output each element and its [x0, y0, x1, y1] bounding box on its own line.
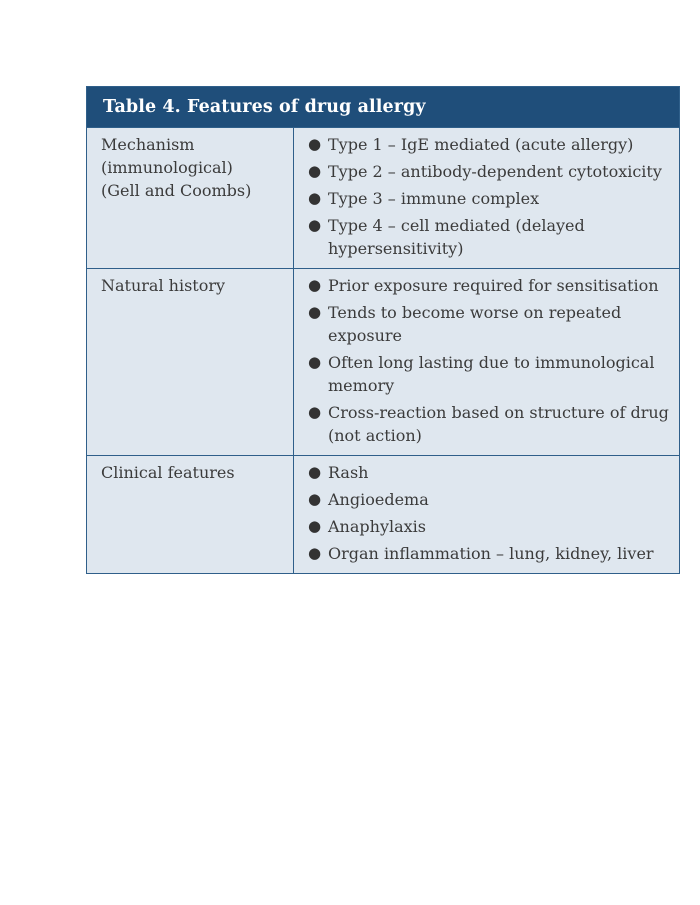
bullet-icon: ●: [308, 216, 322, 234]
row-label: Natural history: [87, 269, 294, 455]
list-item-text: Tends to become worse on repeated exposure: [328, 303, 622, 345]
list-item-text: Often long lasting due to immunological memory: [328, 353, 655, 395]
bullet-icon: ●: [308, 189, 322, 207]
bullet-icon: ●: [308, 162, 322, 180]
list-item-text: Type 4 – cell mediated (delayed hypersensitivity): [328, 216, 585, 258]
bullet-icon: ●: [308, 276, 322, 294]
list-item: [306, 133, 673, 156]
bullet-icon: ●: [308, 353, 322, 371]
list-item-text: Organ inflammation – lung, kidney, liver: [328, 544, 654, 563]
list-item: [306, 401, 673, 447]
bullet-list: [306, 461, 673, 565]
list-item: [306, 301, 673, 347]
list-item: [306, 160, 673, 183]
bullet-icon: ●: [308, 403, 322, 421]
list-item: [306, 542, 673, 565]
list-item-text: Type 1 – IgE mediated (acute allergy): [328, 135, 634, 154]
list-item-text: Type 2 – antibody-dependent cytotoxicity: [328, 162, 662, 181]
list-item: [306, 488, 673, 511]
table-row-clinical-features: [87, 455, 679, 573]
list-item-text: Cross-reaction based on structure of drug (not action): [328, 403, 669, 445]
bullet-icon: ●: [308, 544, 322, 562]
list-item-text: Anaphylaxis: [328, 517, 426, 536]
drug-allergy-table: [86, 86, 680, 574]
list-item: [306, 214, 673, 260]
bullet-icon: ●: [308, 463, 322, 481]
list-item-text: Angioedema: [328, 490, 429, 509]
row-items-cell: [294, 128, 679, 268]
table-row-mechanism: [87, 127, 679, 268]
bullet-list: [306, 274, 673, 447]
bullet-icon: ●: [308, 135, 322, 153]
row-label: Mechanism (immunological) (Gell and Coombs): [87, 128, 294, 268]
list-item: [306, 187, 673, 210]
list-item-text: Rash: [328, 463, 369, 482]
list-item: [306, 274, 673, 297]
bullet-list: [306, 133, 673, 260]
list-item: [306, 351, 673, 397]
list-item: [306, 461, 673, 484]
table-title: Table 4. Features of drug allergy: [87, 87, 679, 127]
row-label: Clinical features: [87, 456, 294, 573]
row-items-cell: [294, 456, 679, 573]
table-row-natural-history: [87, 268, 679, 455]
bullet-icon: ●: [308, 303, 322, 321]
row-items-cell: [294, 269, 679, 455]
bullet-icon: ●: [308, 490, 322, 508]
bullet-icon: ●: [308, 517, 322, 535]
list-item-text: Prior exposure required for sensitisation: [328, 276, 659, 295]
list-item-text: Type 3 – immune complex: [328, 189, 540, 208]
list-item: [306, 515, 673, 538]
